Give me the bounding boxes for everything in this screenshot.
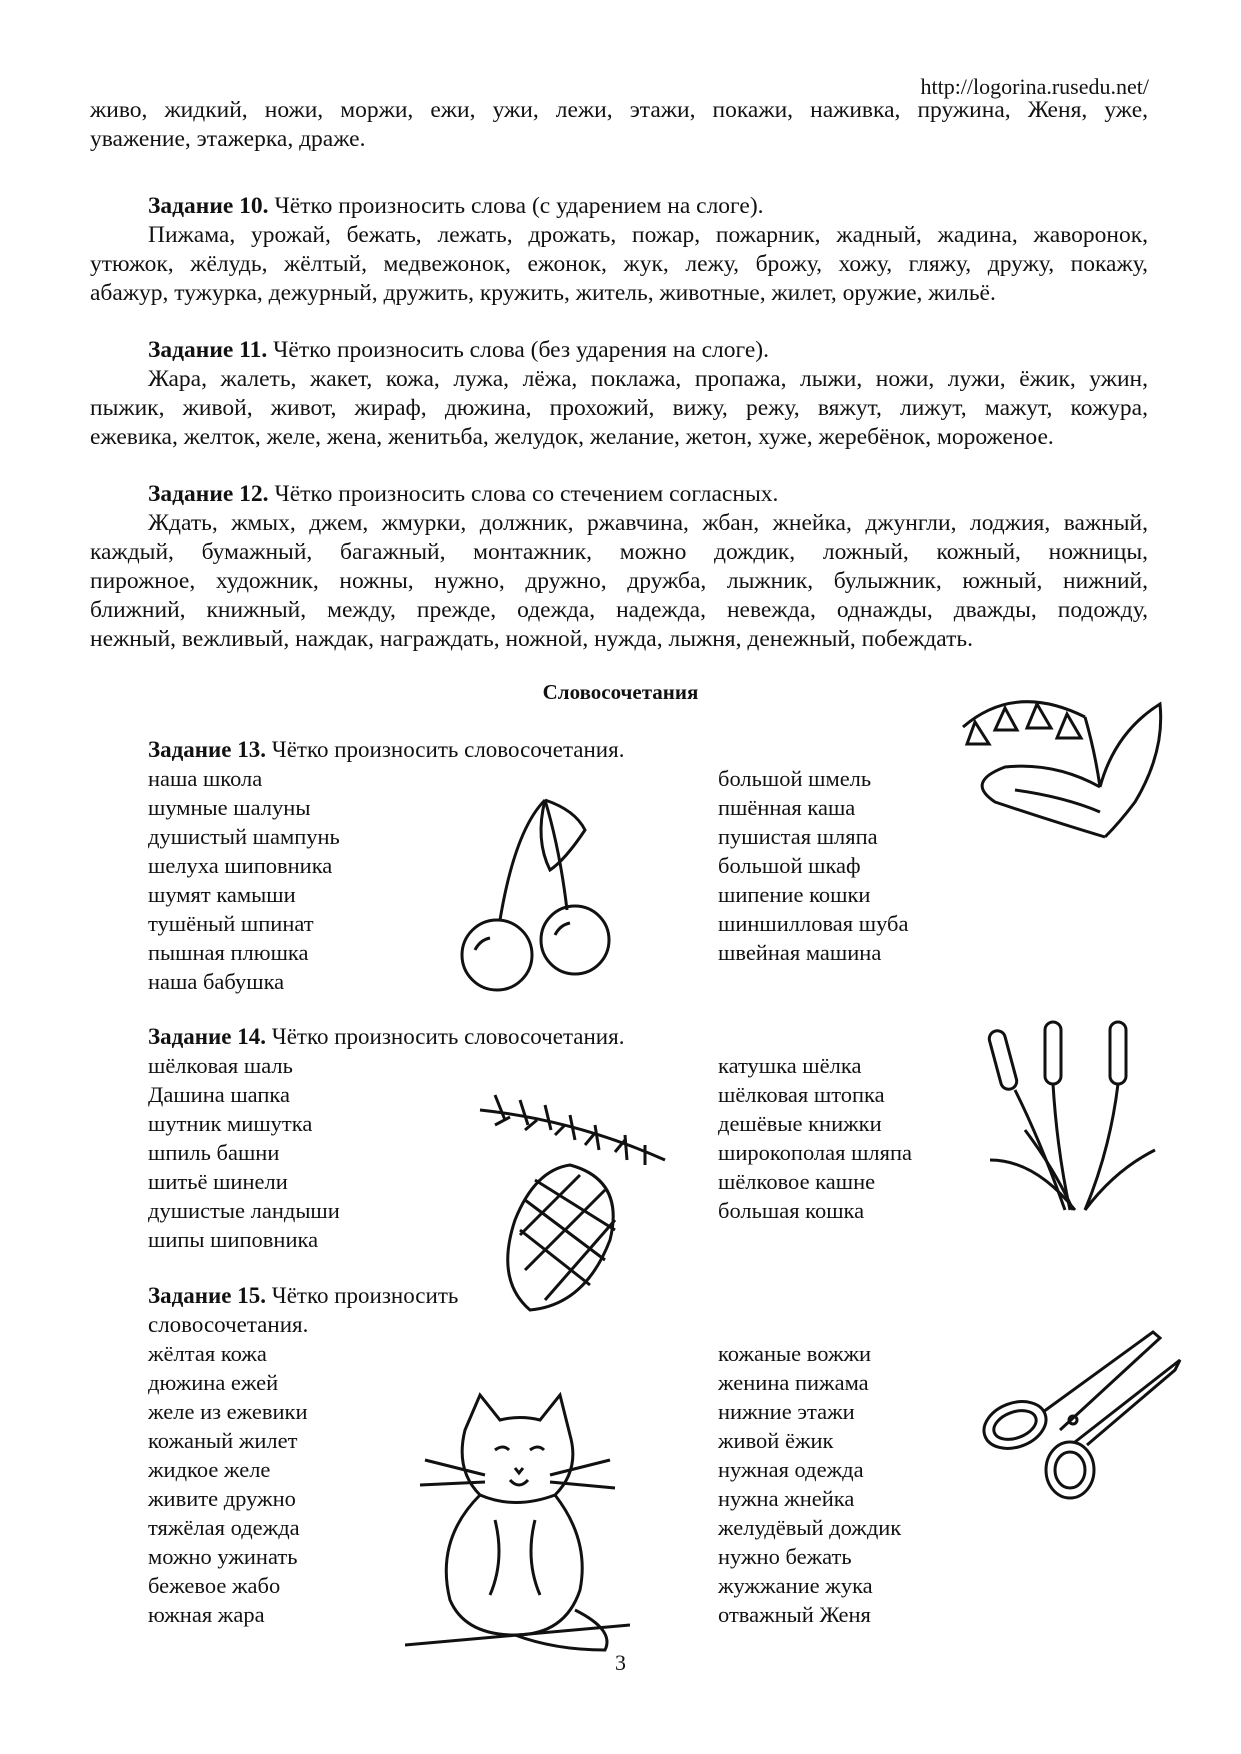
phrase-item: жидкое желе bbox=[148, 1457, 271, 1482]
phrase-item: нужная одежда bbox=[718, 1457, 864, 1482]
phrase-item: желудёвый дождик bbox=[718, 1515, 902, 1540]
phrase-item: нижние этажи bbox=[718, 1399, 855, 1424]
task-10 bbox=[90, 192, 1148, 308]
phrase-item: душистые ландыши bbox=[148, 1198, 340, 1223]
phrase-item: пшённая каша bbox=[718, 795, 856, 820]
phrase-item: большая кошка bbox=[718, 1198, 865, 1223]
task-15-instruction-cont: словосочетания. bbox=[148, 1312, 309, 1337]
task-10-line: абажур, тужурка, дежурный, дружить, кружить, житель, животные, жилет, оружие, жильё. bbox=[90, 280, 996, 306]
task-12-title bbox=[90, 480, 1148, 509]
phrase-item: наша школа bbox=[148, 766, 263, 791]
task-15-instruction: Чётко произносить bbox=[271, 1283, 459, 1308]
task-11-label: Задание 11. bbox=[148, 337, 268, 363]
phrase-item: пышная плюшка bbox=[148, 940, 309, 965]
task-14-right-list bbox=[718, 1051, 912, 1225]
phrase-item: кожаный жилет bbox=[148, 1428, 298, 1453]
task-13-left-list bbox=[148, 764, 340, 996]
task-12-label: Задание 12. bbox=[148, 481, 269, 507]
phrase-item: пушистая шляпа bbox=[718, 824, 878, 849]
task-13-label: Задание 13. bbox=[148, 737, 266, 762]
task-13-right-list bbox=[718, 764, 908, 967]
task-10-label: Задание 10. bbox=[148, 193, 269, 219]
task-15-title bbox=[148, 1281, 458, 1310]
phrase-item: Дашина шапка bbox=[148, 1082, 290, 1107]
phrase-item: живите дружно bbox=[148, 1486, 296, 1511]
scissors-icon bbox=[975, 1320, 1185, 1500]
phrase-item: шёлковая штопка bbox=[718, 1082, 885, 1107]
phrase-item: южная жара bbox=[148, 1602, 265, 1627]
phrase-item: большой шмель bbox=[718, 766, 872, 791]
task-10-line: Пижама, урожай, бежать, лежать, дрожать, пожар, пожарник, жадный, жадина, жаворонок, bbox=[148, 222, 1148, 248]
phrase-item: большой шкаф bbox=[718, 853, 861, 878]
phrase-item: женина пижама bbox=[718, 1370, 869, 1395]
phrase-item: шипение кошки bbox=[718, 882, 871, 907]
phrase-item: тушёный шпинат bbox=[148, 911, 314, 936]
task-12-line: ближний, книжный, между, прежде, одежда, надежда, невежда, однажды, дважды, подожду, bbox=[90, 597, 1148, 623]
cattail-reeds-icon bbox=[985, 1010, 1160, 1215]
phrase-item: швейная машина bbox=[718, 940, 882, 965]
fir-cone-icon bbox=[475, 1090, 670, 1315]
task-12-instruction: Чётко произносить слова со стечением согласных. bbox=[274, 481, 779, 507]
phrase-item: жужжание жука bbox=[718, 1573, 873, 1598]
task-11-line: Жара, жалеть, жакет, кожа, лужа, лёжа, поклажа, пропажа, лыжи, ножи, лужи, ёжик, ужин, bbox=[148, 366, 1148, 392]
phrase-item: нужно бежать bbox=[718, 1544, 852, 1569]
task-12-line: Ждать, жмых, джем, жмурки, должник, ржавчина, жбан, жнейка, джунгли, лоджия, важный, bbox=[148, 510, 1148, 536]
cherries-icon bbox=[455, 790, 625, 1000]
section-heading: Словосочетания bbox=[542, 680, 699, 704]
task-15-label: Задание 15. bbox=[148, 1283, 266, 1308]
phrase-item: дюжина ежей bbox=[148, 1370, 279, 1395]
task-14-title bbox=[148, 1022, 624, 1051]
phrase-item: дешёвые книжки bbox=[718, 1111, 882, 1136]
phrase-item: можно ужинать bbox=[148, 1544, 298, 1569]
lily-of-the-valley-icon bbox=[955, 672, 1170, 847]
phrase-item: душистый шампунь bbox=[148, 824, 340, 849]
task-10-line: утюжок, жёлудь, жёлтый, медвежонок, ежонок, жук, лежу, брожу, хожу, гляжу, дружу, покажу, bbox=[90, 251, 1148, 277]
task-11-instruction: Чётко произносить слова (без ударения на слоге). bbox=[273, 337, 769, 363]
cat-icon bbox=[405, 1390, 630, 1660]
phrase-item: кожаные вожжи bbox=[718, 1341, 872, 1366]
phrase-item: шиншилловая шуба bbox=[718, 911, 909, 936]
task-12-line: нежный, вежливый, наждак, награждать, ножной, нужда, лыжня, денежный, побеждать. bbox=[90, 626, 973, 652]
phrase-item: бежевое жабо bbox=[148, 1573, 281, 1598]
phrase-item: нужна жнейка bbox=[718, 1486, 855, 1511]
task-13-title bbox=[148, 735, 624, 764]
phrase-item: широкополая шляпа bbox=[718, 1140, 913, 1165]
task-11-line: пыжик, живой, живот, жираф, дюжина, прохожий, вижу, режу, вяжут, лижут, мажут, кожура, bbox=[90, 395, 1148, 421]
task-12-line: пирожное, художник, ножны, нужно, дружно, дружба, лыжник, булыжник, южный, нижний, bbox=[90, 568, 1148, 594]
phrase-item: шумные шалуны bbox=[148, 795, 311, 820]
task-14-label: Задание 14. bbox=[148, 1024, 266, 1049]
phrase-item: отважный Женя bbox=[718, 1602, 871, 1627]
header-url: http://logorina.rusedu.net/ bbox=[920, 74, 1149, 99]
task-11 bbox=[90, 336, 1148, 452]
phrase-item: живой ёжик bbox=[718, 1428, 834, 1453]
intro-line: живо, жидкий, ножи, моржи, ежи, ужи, лежи, этажи, покажи, наживка, пружина, Женя, уже, bbox=[90, 97, 1148, 123]
phrase-item: шелуха шиповника bbox=[148, 853, 333, 878]
task-14-left-list bbox=[148, 1051, 340, 1254]
phrase-item: шёлковое кашне bbox=[718, 1169, 876, 1194]
phrase-item: шумят камыши bbox=[148, 882, 296, 907]
task-14-instruction: Чётко произносить словосочетания. bbox=[271, 1024, 625, 1049]
phrase-item: шёлковая шаль bbox=[148, 1053, 293, 1078]
task-13-instruction: Чётко произносить словосочетания. bbox=[271, 737, 625, 762]
phrase-item: наша бабушка bbox=[148, 969, 285, 994]
intro-paragraph bbox=[90, 96, 1148, 154]
phrase-item: шипы шиповника bbox=[148, 1227, 319, 1252]
task-12-line: каждый, бумажный, багажный, монтажник, можно дождик, ложный, кожный, ножницы, bbox=[90, 539, 1148, 565]
task-15-left-list bbox=[148, 1339, 308, 1629]
phrase-item: желе из ежевики bbox=[148, 1399, 308, 1424]
phrase-item: тяжёлая одежда bbox=[148, 1515, 300, 1540]
phrase-item: шутник мишутка bbox=[148, 1111, 313, 1136]
task-15-right-list bbox=[718, 1339, 901, 1629]
task-12 bbox=[90, 480, 1148, 654]
phrase-item: жёлтая кожа bbox=[148, 1341, 267, 1366]
task-10-title bbox=[90, 192, 1148, 221]
task-11-line: ежевика, желток, желе, жена, женитьба, желудок, желание, жетон, хуже, жеребёнок, мороженое. bbox=[90, 424, 1054, 450]
task-10-instruction: Чётко произносить слова (с ударением на слоге). bbox=[274, 193, 764, 219]
phrase-item: шитьё шинели bbox=[148, 1169, 288, 1194]
intro-line: уважение, этажерка, драже. bbox=[90, 126, 366, 152]
phrase-item: шпиль башни bbox=[148, 1140, 280, 1165]
phrase-item: катушка шёлка bbox=[718, 1053, 862, 1078]
page-number: 3 bbox=[615, 1650, 626, 1675]
task-11-title bbox=[90, 336, 1148, 365]
